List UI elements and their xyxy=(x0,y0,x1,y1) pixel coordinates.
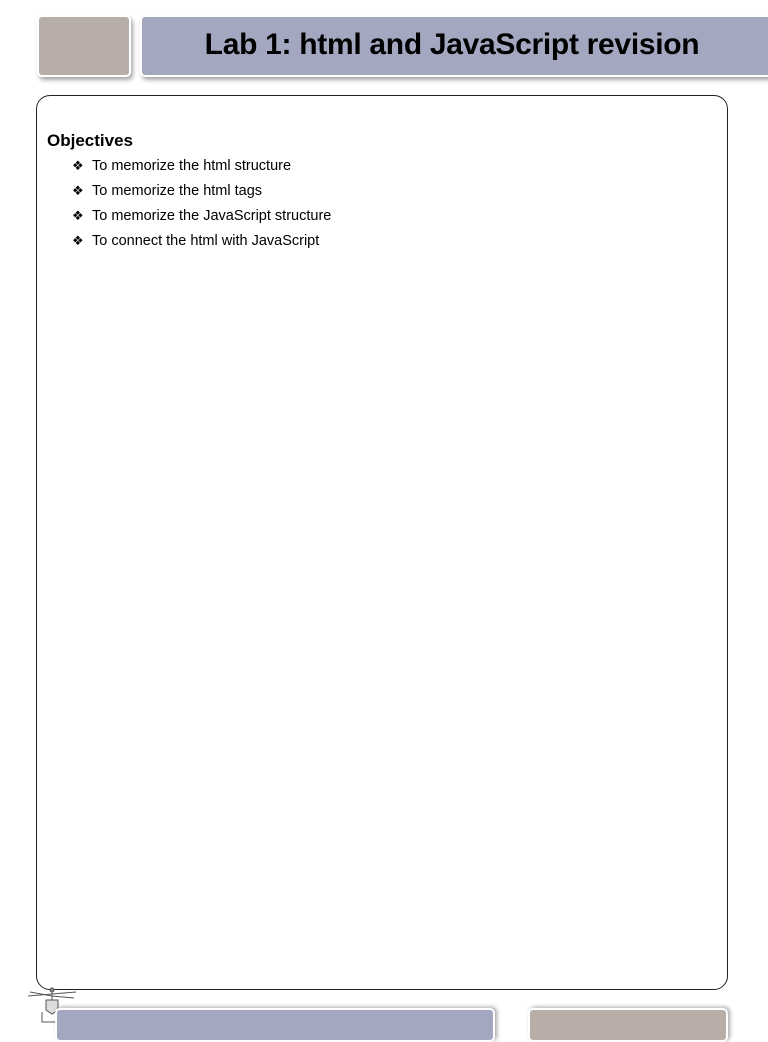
header-decor-square xyxy=(37,15,131,77)
objective-text: To memorize the JavaScript structure xyxy=(92,208,332,224)
footer-bar xyxy=(55,1008,495,1042)
objectives-list xyxy=(72,155,331,255)
objective-text: To memorize the html structure xyxy=(92,158,292,174)
objective-text: To memorize the html tags xyxy=(92,183,263,199)
page-title: Lab 1: html and JavaScript revision xyxy=(204,28,700,61)
objective-text: To connect the html with JavaScript xyxy=(92,233,320,249)
diamond-bullet-icon: ❖ xyxy=(72,209,84,224)
diamond-bullet-icon: ❖ xyxy=(72,159,84,174)
objectives-heading: Objectives xyxy=(47,131,133,150)
diamond-bullet-icon: ❖ xyxy=(72,234,84,249)
objective-item xyxy=(72,230,331,255)
objective-item xyxy=(72,180,331,205)
diamond-bullet-icon: ❖ xyxy=(72,184,84,199)
objective-item xyxy=(72,155,331,180)
objective-item xyxy=(72,205,331,230)
footer-page-box xyxy=(528,1008,728,1042)
